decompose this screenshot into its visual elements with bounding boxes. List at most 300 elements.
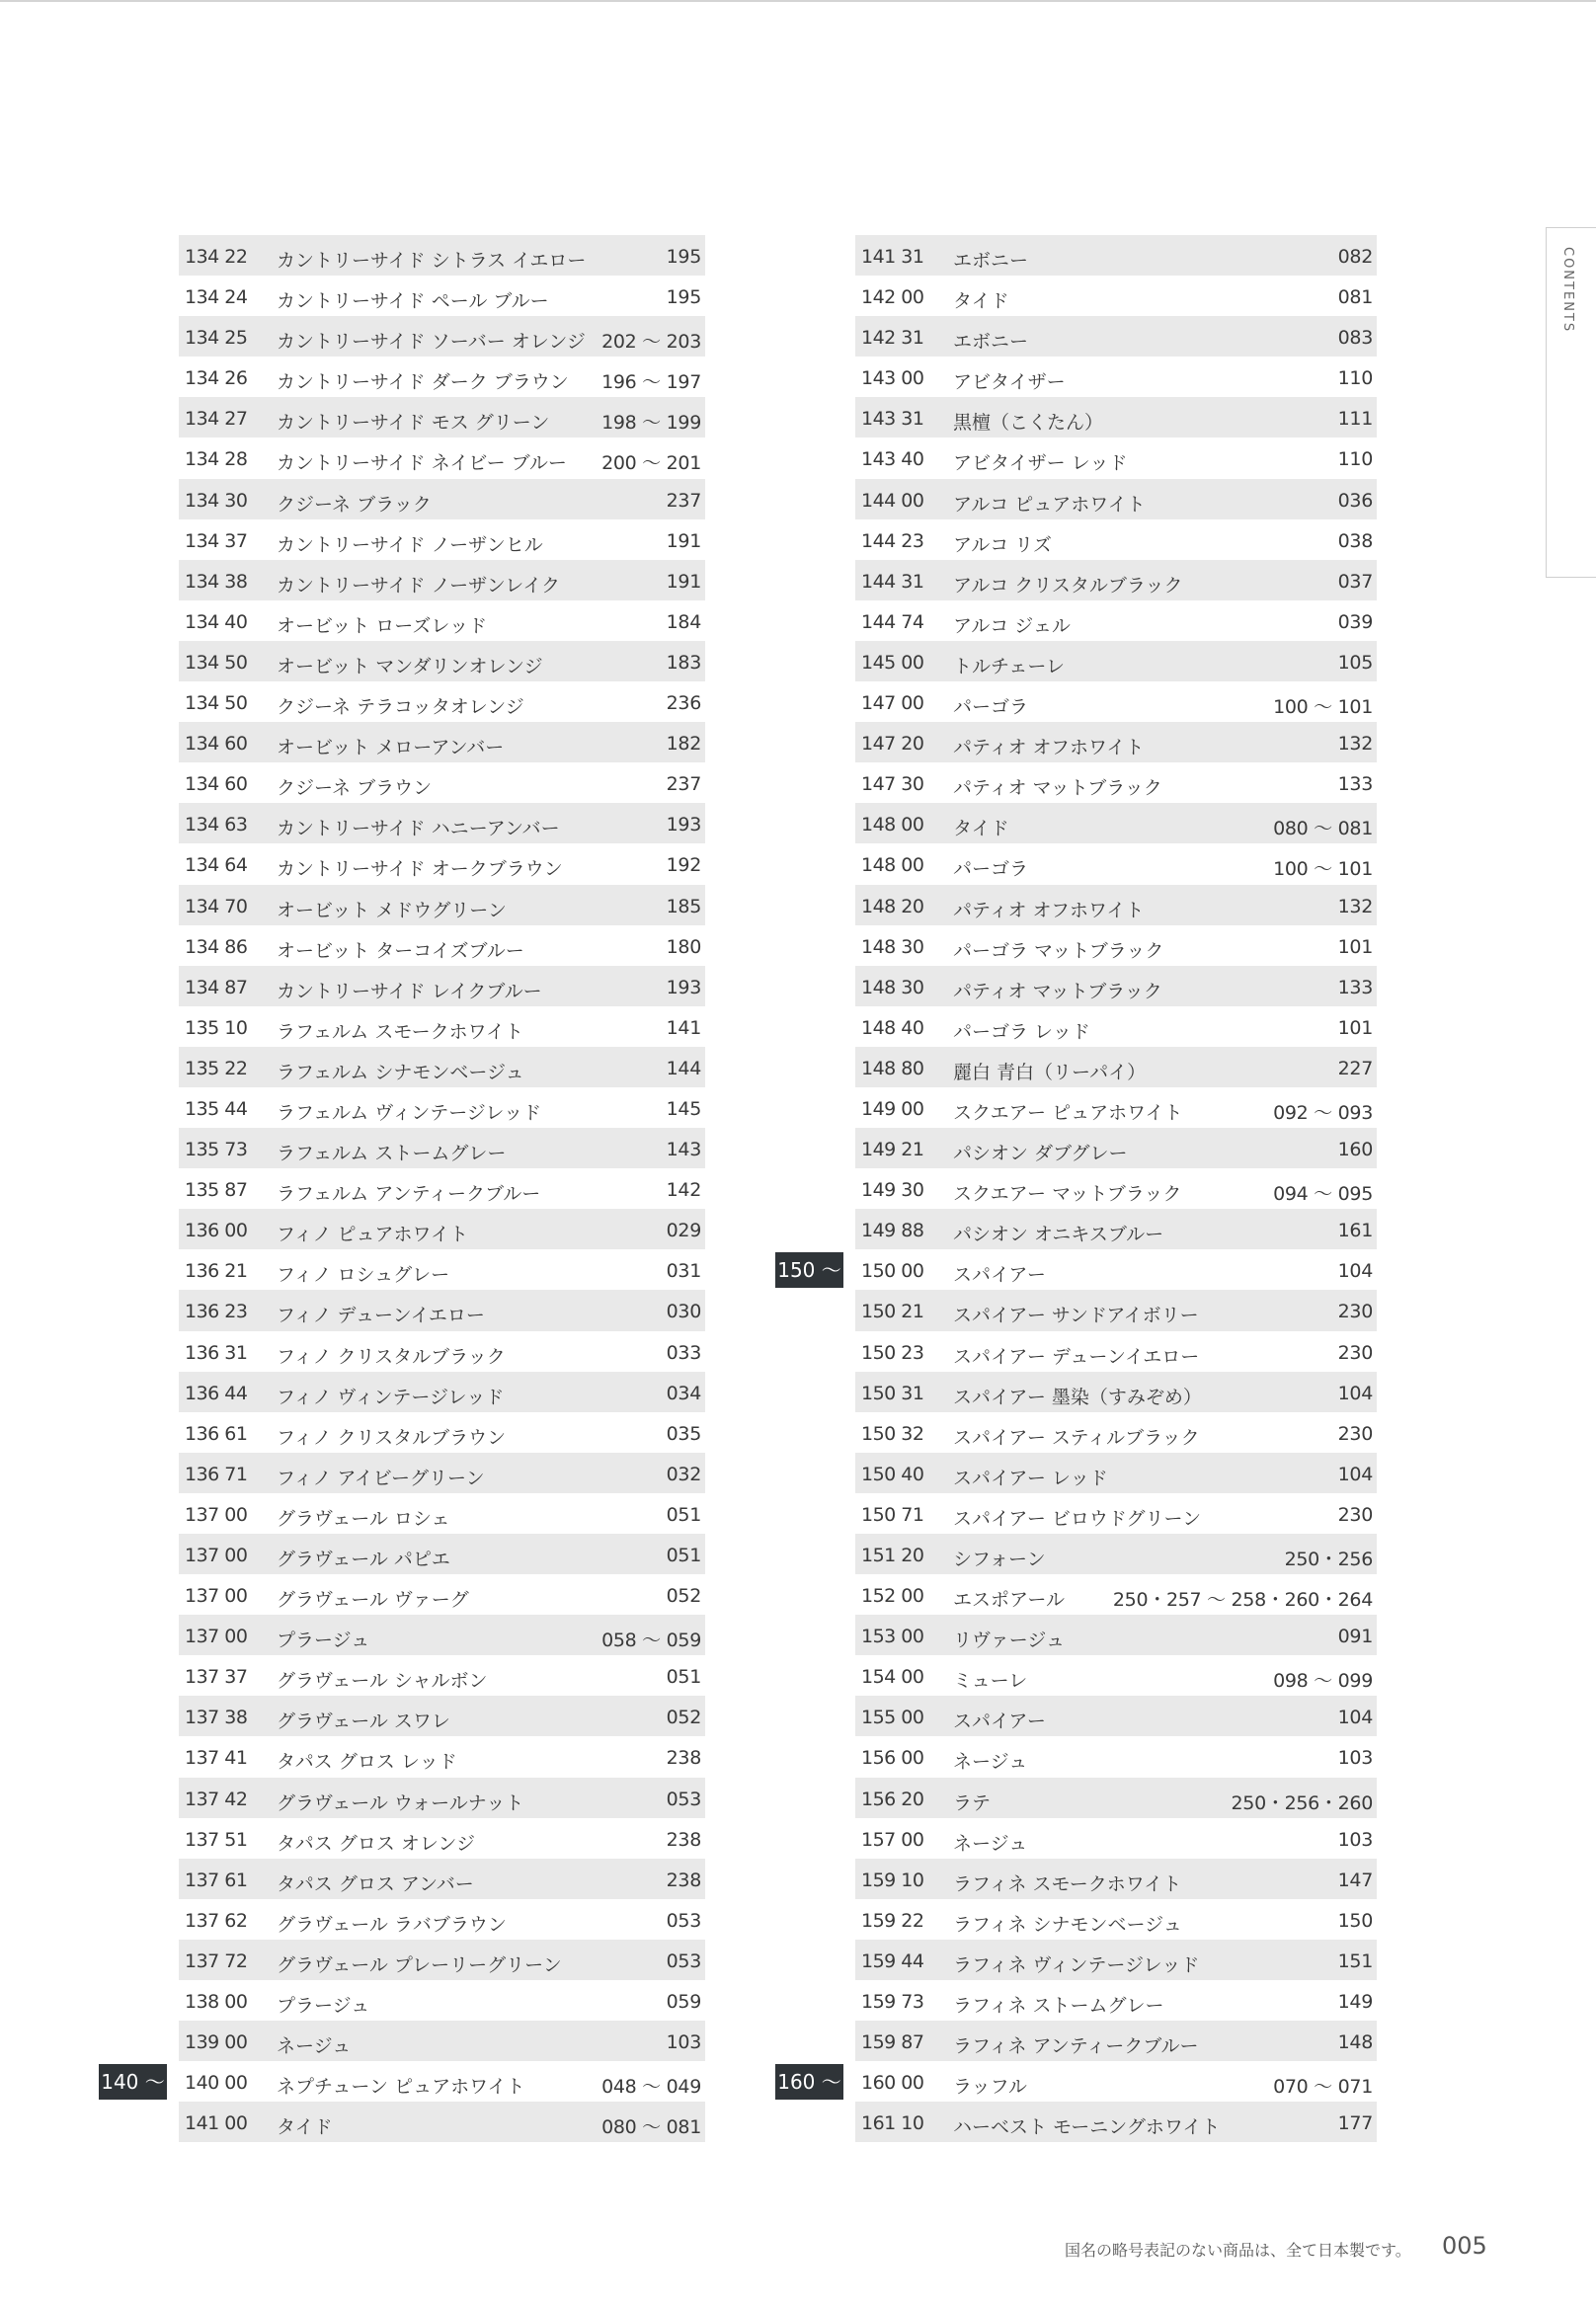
item-name: グラヴェール ロシェ xyxy=(277,1507,450,1530)
index-row xyxy=(179,1493,705,1534)
item-name: クジーネ ブラック xyxy=(277,493,432,516)
page-reference: 103 xyxy=(666,2031,701,2054)
item-code: 134 87 xyxy=(185,976,248,998)
item-code: 150 31 xyxy=(861,1382,924,1404)
item-code: 150 32 xyxy=(861,1422,924,1445)
item-code: 134 70 xyxy=(185,895,248,917)
index-row xyxy=(855,1574,1377,1615)
item-code: 144 31 xyxy=(861,570,924,593)
index-row xyxy=(855,1493,1377,1534)
item-name: ネージュ xyxy=(277,2035,352,2058)
page-reference: 191 xyxy=(666,529,701,552)
page-reference: 104 xyxy=(1337,1463,1373,1485)
item-code: 138 00 xyxy=(185,1991,248,2014)
item-name: フィノ アイビーグリーン xyxy=(277,1467,485,1489)
page-reference: 105 xyxy=(1337,651,1373,674)
page-reference: 091 xyxy=(1337,1626,1373,1648)
item-code: 147 00 xyxy=(861,692,924,715)
index-row xyxy=(179,1412,705,1453)
page-reference: 111 xyxy=(1337,408,1373,431)
index-row xyxy=(855,762,1377,803)
page-reference: 083 xyxy=(1337,327,1373,350)
index-row xyxy=(179,1574,705,1615)
item-name: ミューレ xyxy=(953,1670,1028,1693)
index-row xyxy=(855,1818,1377,1859)
item-name: カントリーサイド ダーク ブラウン xyxy=(277,371,569,394)
item-code: 148 00 xyxy=(861,854,924,877)
item-code: 136 31 xyxy=(185,1341,248,1364)
item-code: 139 00 xyxy=(185,2031,248,2054)
index-row xyxy=(179,641,705,681)
item-name: ラフェルム ヴィンテージレッド xyxy=(277,1101,542,1124)
item-name: アルコ ピュアホワイト xyxy=(953,493,1146,516)
item-name: パティオ オフホワイト xyxy=(953,737,1145,759)
item-name: カントリーサイド ハニーアンバー xyxy=(277,818,560,840)
page-reference: 029 xyxy=(666,1220,701,1242)
page-reference: 100 ～ 101 xyxy=(1273,858,1373,881)
page-reference: 238 xyxy=(666,1747,701,1770)
item-code: 137 00 xyxy=(185,1585,248,1608)
index-row xyxy=(855,843,1377,884)
item-name: スクエアー ピュアホワイト xyxy=(953,1101,1183,1124)
item-name: アビタイザー レッド xyxy=(953,452,1128,475)
item-name: パティオ マットブラック xyxy=(953,777,1162,800)
page-reference: 058 ～ 059 xyxy=(601,1630,701,1652)
item-name: ラフィネ ヴィンテージレッド xyxy=(953,1953,1200,1976)
page-reference: 142 xyxy=(666,1179,701,1202)
page-reference: 230 xyxy=(1337,1503,1373,1526)
item-name: スパイアー xyxy=(953,1264,1046,1287)
page-reference: 250・256・260 xyxy=(1231,1791,1373,1814)
index-row xyxy=(855,479,1377,519)
page-reference: 103 xyxy=(1337,1747,1373,1770)
item-code: 134 37 xyxy=(185,529,248,552)
page-reference: 195 xyxy=(666,286,701,309)
index-row xyxy=(855,1412,1377,1453)
index-row xyxy=(179,1940,705,1980)
item-code: 159 73 xyxy=(861,1991,924,2014)
page-reference: 110 xyxy=(1337,448,1373,471)
index-row xyxy=(777,2061,1377,2102)
item-name: グラヴェール パピエ xyxy=(277,1549,450,1570)
index-row xyxy=(855,357,1377,397)
page-reference: 191 xyxy=(666,570,701,593)
page-reference: 080 ～ 081 xyxy=(601,2116,701,2139)
item-code: 150 40 xyxy=(861,1463,924,1485)
page-reference: 098 ～ 099 xyxy=(1273,1670,1373,1693)
item-name: クジーネ ブラウン xyxy=(277,777,433,800)
item-name: スクエアー マットブラック xyxy=(953,1183,1182,1206)
item-name: グラヴェール ラバブラウン xyxy=(277,1913,507,1936)
page-reference: 184 xyxy=(666,610,701,633)
item-name: グラヴェール シャルボン xyxy=(277,1670,488,1693)
page-reference: 051 xyxy=(666,1503,701,1526)
index-row xyxy=(855,681,1377,722)
page-reference: 053 xyxy=(666,1949,701,1972)
page-reference: 183 xyxy=(666,651,701,674)
index-row xyxy=(179,1899,705,1940)
item-name: スパイアー 墨染（すみぞめ） xyxy=(953,1386,1202,1408)
page-reference: 033 xyxy=(666,1341,701,1364)
index-row xyxy=(777,1249,1377,1290)
item-code: 140 00 xyxy=(185,2072,248,2095)
page-reference: 230 xyxy=(1337,1422,1373,1445)
index-row xyxy=(179,438,705,478)
item-name: ネージュ xyxy=(953,1751,1028,1774)
index-row xyxy=(855,1168,1377,1209)
index-row xyxy=(179,2102,705,2142)
item-code: 143 40 xyxy=(861,448,924,471)
range-marker: 140 ～ xyxy=(99,2064,167,2100)
item-name: パティオ マットブラック xyxy=(953,980,1162,1002)
index-row xyxy=(855,1006,1377,1047)
item-code: 137 51 xyxy=(185,1828,248,1851)
index-row xyxy=(855,1087,1377,1128)
page-reference: 143 xyxy=(666,1139,701,1161)
item-name: 黒檀（こくたん） xyxy=(953,412,1104,435)
index-row xyxy=(179,1655,705,1696)
index-row xyxy=(855,316,1377,357)
page-reference: 148 xyxy=(1337,2031,1373,2054)
item-code: 149 30 xyxy=(861,1179,924,1202)
item-code: 150 21 xyxy=(861,1301,924,1323)
item-code: 137 37 xyxy=(185,1666,248,1689)
page-reference: 132 xyxy=(1337,733,1373,756)
item-code: 151 20 xyxy=(861,1545,924,1566)
index-row xyxy=(179,276,705,316)
item-code: 154 00 xyxy=(861,1666,924,1689)
item-code: 147 20 xyxy=(861,733,924,756)
index-row xyxy=(855,1736,1377,1777)
item-code: 136 61 xyxy=(185,1422,248,1445)
index-row xyxy=(179,316,705,357)
item-name: スパイアー スティルブラック xyxy=(953,1426,1200,1449)
item-name: ラッフル xyxy=(953,2076,1027,2099)
index-row xyxy=(179,2021,705,2061)
item-name: パシオン オニキスブルー xyxy=(953,1224,1164,1246)
item-code: 161 10 xyxy=(861,2112,924,2135)
item-code: 144 74 xyxy=(861,610,924,633)
index-row xyxy=(179,357,705,397)
item-name: カントリーサイド ソーバー オレンジ xyxy=(277,331,586,354)
index-row xyxy=(855,803,1377,843)
item-name: ハーベスト モーニングホワイト xyxy=(953,2116,1221,2139)
item-name: グラヴェール ウォールナット xyxy=(277,1791,524,1814)
item-name: クジーネ テラコッタオレンジ xyxy=(277,696,524,719)
page-reference: 230 xyxy=(1337,1341,1373,1364)
page-reference: 200 ～ 201 xyxy=(601,452,701,475)
page-reference: 104 xyxy=(1337,1382,1373,1404)
item-name: タパス グロス アンバー xyxy=(277,1872,474,1895)
range-marker: 160 ～ xyxy=(775,2064,843,2100)
item-name: スパイアー レッド xyxy=(953,1467,1108,1489)
item-name: スパイアー xyxy=(953,1710,1046,1733)
item-code: 149 88 xyxy=(861,1220,924,1242)
item-code: 145 00 xyxy=(861,651,924,674)
index-row xyxy=(101,2061,705,2102)
index-row xyxy=(179,1534,705,1574)
item-name: パーゴラ xyxy=(953,858,1029,881)
item-code: 134 22 xyxy=(185,246,248,268)
page-number: 005 xyxy=(1442,2232,1487,2260)
index-row xyxy=(855,1372,1377,1412)
index-row xyxy=(855,1047,1377,1087)
item-name: パーゴラ レッド xyxy=(953,1020,1090,1043)
index-row xyxy=(855,276,1377,316)
item-code: 134 60 xyxy=(185,773,248,796)
page-reference: 053 xyxy=(666,1788,701,1810)
index-row xyxy=(179,1859,705,1899)
item-name: ラフェルム ストームグレー xyxy=(277,1143,507,1165)
index-row xyxy=(179,1980,705,2021)
item-code: 137 00 xyxy=(185,1503,248,1526)
item-code: 150 23 xyxy=(861,1341,924,1364)
index-row xyxy=(855,1980,1377,2021)
page-reference: 032 xyxy=(666,1463,701,1485)
item-name: パーゴラ マットブラック xyxy=(953,939,1164,962)
item-code: 148 20 xyxy=(861,895,924,917)
page-reference: 202 ～ 203 xyxy=(601,331,701,354)
page-reference: 141 xyxy=(666,1016,701,1039)
index-row xyxy=(179,681,705,722)
item-name: ラフェルム スモークホワイト xyxy=(277,1020,524,1043)
item-code: 149 21 xyxy=(861,1139,924,1161)
item-name: プラージュ xyxy=(277,1630,370,1652)
item-name: カントリーサイド ノーザンレイク xyxy=(277,574,560,597)
index-row xyxy=(179,966,705,1006)
side-tab-label: CONTENTS xyxy=(1560,247,1575,334)
item-code: 148 30 xyxy=(861,976,924,998)
page-reference: 030 xyxy=(666,1301,701,1323)
item-name: カントリーサイド ネイビー ブルー xyxy=(277,452,567,475)
item-name: オービット ターコイズブルー xyxy=(277,939,524,962)
page-reference: 195 xyxy=(666,246,701,268)
item-name: ラフィネ シナモンベージュ xyxy=(953,1913,1182,1936)
item-name: 麗白 青白（リーパイ） xyxy=(953,1061,1147,1083)
item-name: ネージュ xyxy=(953,1832,1028,1855)
index-row xyxy=(855,1290,1377,1330)
item-name: リヴァージュ xyxy=(953,1630,1066,1652)
page-reference: 082 xyxy=(1337,246,1373,268)
item-name: オービット メドウグリーン xyxy=(277,899,507,921)
index-row xyxy=(855,1209,1377,1249)
item-name: スパイアー ビロウドグリーン xyxy=(953,1507,1202,1530)
item-name: タパス グロス オレンジ xyxy=(277,1832,475,1855)
item-name: アルコ ジェル xyxy=(953,614,1071,637)
item-code: 136 21 xyxy=(185,1260,248,1283)
item-code: 148 40 xyxy=(861,1016,924,1039)
item-code: 142 00 xyxy=(861,286,924,309)
page-reference: 038 xyxy=(1337,529,1373,552)
item-name: カントリーサイド オークブラウン xyxy=(277,858,563,881)
index-row xyxy=(179,1006,705,1047)
item-name: シフォーン xyxy=(953,1549,1046,1570)
page-reference: 070 ～ 071 xyxy=(1273,2076,1373,2099)
page-reference: 145 xyxy=(666,1097,701,1120)
page-reference: 110 xyxy=(1337,367,1373,390)
item-name: グラヴェール ヴァーグ xyxy=(277,1589,469,1612)
item-name: タイド xyxy=(277,2116,333,2139)
item-code: 137 00 xyxy=(185,1626,248,1648)
item-code: 134 86 xyxy=(185,935,248,958)
page-reference: 198 ～ 199 xyxy=(601,412,701,435)
index-row xyxy=(855,2102,1377,2142)
page-reference: 230 xyxy=(1337,1301,1373,1323)
item-code: 148 30 xyxy=(861,935,924,958)
item-code: 134 50 xyxy=(185,651,248,674)
index-row xyxy=(855,1899,1377,1940)
item-name: トルチェーレ xyxy=(953,655,1066,677)
index-row xyxy=(179,1290,705,1330)
page-reference: 035 xyxy=(666,1422,701,1445)
page-reference: 080 ～ 081 xyxy=(1273,818,1373,840)
index-row xyxy=(179,235,705,276)
range-marker: 150 ～ xyxy=(775,1252,843,1288)
item-name: エボニー xyxy=(953,250,1029,272)
item-code: 136 23 xyxy=(185,1301,248,1323)
item-name: ラフェルム アンティークブルー xyxy=(277,1183,541,1206)
item-code: 152 00 xyxy=(861,1585,924,1608)
index-row xyxy=(179,600,705,641)
page-reference: 193 xyxy=(666,976,701,998)
page-reference: 238 xyxy=(666,1828,701,1851)
item-code: 159 44 xyxy=(861,1949,924,1972)
index-row xyxy=(855,885,1377,925)
item-code: 159 10 xyxy=(861,1869,924,1891)
page-reference: 192 xyxy=(666,854,701,877)
item-code: 141 31 xyxy=(861,246,924,268)
item-name: エボニー xyxy=(953,331,1029,354)
item-code: 134 25 xyxy=(185,327,248,350)
item-code: 134 60 xyxy=(185,733,248,756)
page-reference: 180 xyxy=(666,935,701,958)
item-code: 135 87 xyxy=(185,1179,248,1202)
item-code: 149 00 xyxy=(861,1097,924,1120)
page-reference: 094 ～ 095 xyxy=(1273,1183,1373,1206)
page-reference: 133 xyxy=(1337,773,1373,796)
side-tab-bottom-rule xyxy=(1547,577,1596,578)
item-code: 135 10 xyxy=(185,1016,248,1039)
page-reference: 104 xyxy=(1337,1707,1373,1729)
index-row xyxy=(855,1940,1377,1980)
item-name: スパイアー サンドアイボリー xyxy=(953,1305,1199,1327)
item-code: 155 00 xyxy=(861,1707,924,1729)
item-code: 137 00 xyxy=(185,1545,248,1566)
item-name: グラヴェール スワレ xyxy=(277,1710,450,1733)
page-reference: 104 xyxy=(1337,1260,1373,1283)
index-row xyxy=(855,1615,1377,1655)
page-reference: 039 xyxy=(1337,610,1373,633)
item-name: アビタイザー xyxy=(953,371,1066,394)
index-row xyxy=(179,925,705,966)
page-reference: 237 xyxy=(666,489,701,512)
item-code: 134 38 xyxy=(185,570,248,593)
index-row xyxy=(855,966,1377,1006)
item-name: アルコ クリスタルブラック xyxy=(953,574,1183,597)
page-reference: 101 xyxy=(1337,935,1373,958)
item-name: ラフィネ ストームグレー xyxy=(953,1995,1164,2018)
item-name: プラージュ xyxy=(277,1995,370,2018)
item-name: タイド xyxy=(953,818,1009,840)
item-code: 134 63 xyxy=(185,814,248,836)
page-reference: 185 xyxy=(666,895,701,917)
item-code: 153 00 xyxy=(861,1626,924,1648)
item-code: 134 64 xyxy=(185,854,248,877)
item-code: 160 00 xyxy=(861,2072,924,2095)
item-name: フィノ ピュアホワイト xyxy=(277,1224,468,1246)
item-name: ラテ xyxy=(953,1791,992,1814)
page-reference: 150 xyxy=(1337,1909,1373,1932)
item-code: 143 31 xyxy=(861,408,924,431)
item-code: 141 00 xyxy=(185,2112,248,2135)
index-row xyxy=(179,1696,705,1736)
item-code: 135 44 xyxy=(185,1097,248,1120)
index-column-right xyxy=(777,235,1377,2142)
index-row xyxy=(855,1331,1377,1372)
page-reference: 144 xyxy=(666,1057,701,1079)
index-row xyxy=(855,1859,1377,1899)
index-row xyxy=(855,560,1377,600)
page-reference: 237 xyxy=(666,773,701,796)
index-row xyxy=(179,519,705,560)
page-reference: 250・256 xyxy=(1284,1549,1373,1570)
item-name: フィノ クリスタルブラウン xyxy=(277,1426,507,1449)
page-reference: 177 xyxy=(1337,2112,1373,2135)
page-reference: 103 xyxy=(1337,1828,1373,1851)
item-name: アルコ リズ xyxy=(953,533,1052,556)
page-reference: 037 xyxy=(1337,570,1373,593)
item-name: オービット マンダリンオレンジ xyxy=(277,655,543,677)
index-row xyxy=(179,803,705,843)
index-row xyxy=(855,1778,1377,1818)
index-row xyxy=(179,722,705,762)
page-reference: 132 xyxy=(1337,895,1373,917)
item-code: 136 44 xyxy=(185,1382,248,1404)
index-row xyxy=(179,885,705,925)
item-code: 159 87 xyxy=(861,2031,924,2054)
index-row xyxy=(855,438,1377,478)
index-row xyxy=(855,1696,1377,1736)
index-row xyxy=(855,397,1377,438)
side-tab xyxy=(1546,227,1596,578)
index-row xyxy=(179,1372,705,1412)
index-row xyxy=(855,1655,1377,1696)
index-row xyxy=(855,641,1377,681)
index-row xyxy=(855,235,1377,276)
page-reference: 059 xyxy=(666,1991,701,2014)
item-name: カントリーサイド レイクブルー xyxy=(277,980,542,1002)
page-reference: 036 xyxy=(1337,489,1373,512)
page-reference: 250・257 ～ 258・260・264 xyxy=(1112,1589,1373,1612)
item-code: 136 71 xyxy=(185,1463,248,1485)
index-row xyxy=(855,1453,1377,1493)
item-name: カントリーサイド ペール ブルー xyxy=(277,290,549,313)
item-code: 157 00 xyxy=(861,1828,924,1851)
index-row xyxy=(179,479,705,519)
item-code: 137 41 xyxy=(185,1747,248,1770)
item-name: カントリーサイド モス グリーン xyxy=(277,412,550,435)
side-tab-top-rule xyxy=(1547,227,1596,228)
index-row xyxy=(179,1249,705,1290)
index-row xyxy=(179,1331,705,1372)
item-code: 142 31 xyxy=(861,327,924,350)
page-reference: 052 xyxy=(666,1585,701,1608)
index-row xyxy=(179,1209,705,1249)
item-name: エスポアール xyxy=(953,1589,1066,1612)
page-reference: 092 ～ 093 xyxy=(1273,1101,1373,1124)
item-name: カントリーサイド ノーザンヒル xyxy=(277,533,543,556)
item-code: 134 28 xyxy=(185,448,248,471)
